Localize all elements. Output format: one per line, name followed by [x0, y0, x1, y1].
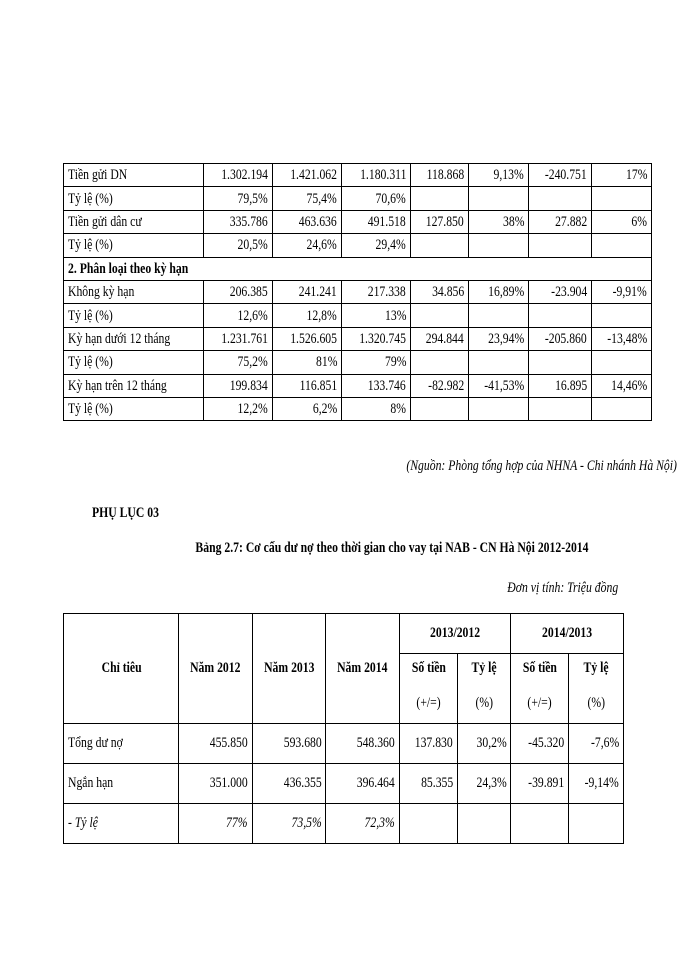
cell-p1: 30,2%: [458, 724, 511, 764]
cell-v2014: 72,3%: [326, 804, 400, 844]
header-2012: Năm 2012: [179, 614, 253, 724]
cell-d2: [529, 234, 592, 257]
deposit-structure-table: [63, 163, 652, 421]
cell-d1: 127.850: [411, 210, 469, 233]
cell-d1: 118.868: [411, 164, 469, 187]
row-label: Tỷ lệ (%): [64, 304, 204, 327]
cell-p1: [468, 187, 528, 210]
cell-d1: 85.355: [400, 764, 458, 804]
cell-v2013: 1.526.605: [273, 327, 342, 350]
cell-d1: 137.830: [400, 724, 458, 764]
subheader-amount-1: Số tiền: [400, 654, 458, 684]
cell-p2: [591, 351, 651, 374]
cell-v2013: 81%: [273, 351, 342, 374]
table-row: [64, 764, 624, 804]
cell-p2: -7,6%: [569, 724, 624, 764]
cell-v2014: 1.180.311: [342, 164, 411, 187]
table-row: [64, 724, 624, 764]
cell-d1: [411, 397, 469, 420]
cell-p2: 14,46%: [591, 374, 651, 397]
cell-v2013: 24,6%: [273, 234, 342, 257]
cell-p1: 24,3%: [458, 764, 511, 804]
cell-p2: -9,91%: [591, 280, 651, 303]
table-row: [64, 210, 652, 233]
cell-v2012: 12,6%: [204, 304, 273, 327]
cell-d2: [511, 804, 569, 844]
cell-v2014: 79%: [342, 351, 411, 374]
cell-v2013: 1.421.062: [273, 164, 342, 187]
cell-v2014: 548.360: [326, 724, 400, 764]
row-label: Tỷ lệ (%): [64, 397, 204, 420]
table-row: [64, 374, 652, 397]
cell-p1: -41,53%: [468, 374, 528, 397]
cell-v2013: 6,2%: [273, 397, 342, 420]
row-label: Kỳ hạn dưới 12 tháng: [64, 327, 204, 350]
cell-v2014: 491.518: [342, 210, 411, 233]
cell-p1: 23,94%: [468, 327, 528, 350]
cell-v2013: 463.636: [273, 210, 342, 233]
cell-d1: [411, 234, 469, 257]
cell-v2012: 77%: [179, 804, 253, 844]
cell-v2014: 13%: [342, 304, 411, 327]
cell-d1: [411, 304, 469, 327]
row-label: Không kỳ hạn: [64, 280, 204, 303]
cell-v2013: 436.355: [252, 764, 326, 804]
loan-structure-table: [63, 613, 624, 844]
row-label: Tiền gửi dân cư: [64, 210, 204, 233]
header-2014: Năm 2014: [326, 614, 400, 724]
table-caption: Bảng 2.7: Cơ cấu dư nợ theo thời gian cho vay tại NAB - CN Hà Nội 2012-2014: [195, 540, 589, 556]
cell-d1: [411, 187, 469, 210]
cell-p2: [569, 804, 624, 844]
table-row: [64, 164, 652, 187]
cell-d2: [529, 351, 592, 374]
cell-p2: [591, 234, 651, 257]
cell-v2012: 20,5%: [204, 234, 273, 257]
cell-v2012: 1.302.194: [204, 164, 273, 187]
cell-v2014: 1.320.745: [342, 327, 411, 350]
cell-d2: -240.751: [529, 164, 592, 187]
cell-p1: [468, 234, 528, 257]
cell-p1: [458, 804, 511, 844]
cell-d2: 16.895: [529, 374, 592, 397]
row-label: Ngắn hạn: [64, 764, 179, 804]
section-row: [64, 257, 652, 280]
cell-v2013: 73,5%: [252, 804, 326, 844]
subheader-amount-unit-2: (+/=): [511, 684, 569, 724]
cell-d2: -39.891: [511, 764, 569, 804]
cell-v2014: 70,6%: [342, 187, 411, 210]
cell-d2: -23.904: [529, 280, 592, 303]
cell-v2014: 29,4%: [342, 234, 411, 257]
table-row: [64, 187, 652, 210]
cell-v2012: 335.786: [204, 210, 273, 233]
cell-p2: -13,48%: [591, 327, 651, 350]
row-label: Tổng dư nợ: [64, 724, 179, 764]
cell-v2013: 75,4%: [273, 187, 342, 210]
cell-d2: 27.882: [529, 210, 592, 233]
cell-p1: [468, 397, 528, 420]
table-row: [64, 327, 652, 350]
cell-p2: 17%: [591, 164, 651, 187]
cell-d1: 294.844: [411, 327, 469, 350]
cell-p1: 9,13%: [468, 164, 528, 187]
subheader-amount-unit-1: (+/=): [400, 684, 458, 724]
table-row: [64, 397, 652, 420]
cell-p2: [591, 304, 651, 327]
table-header-row: [64, 614, 624, 654]
cell-p1: [468, 351, 528, 374]
cell-d1: [411, 351, 469, 374]
unit-note: Đơn vị tính: Triệu đồng: [507, 580, 618, 596]
subheader-ratio-unit-1: (%): [458, 684, 511, 724]
cell-d1: [400, 804, 458, 844]
table-row: [64, 304, 652, 327]
cell-p2: 6%: [591, 210, 651, 233]
row-label: Tỷ lệ (%): [64, 351, 204, 374]
header-2013-2012: 2013/2012: [400, 614, 511, 654]
cell-d2: -45.320: [511, 724, 569, 764]
subheader-ratio-2: Tỷ lệ: [569, 654, 624, 684]
row-label: Tỷ lệ (%): [64, 187, 204, 210]
cell-v2012: 199.834: [204, 374, 273, 397]
table-row: [64, 234, 652, 257]
cell-d2: [529, 397, 592, 420]
subheader-amount-2: Số tiền: [511, 654, 569, 684]
cell-p2: [591, 397, 651, 420]
table-row: [64, 280, 652, 303]
section-heading: 2. Phân loại theo kỳ hạn: [64, 257, 652, 280]
cell-p1: 16,89%: [468, 280, 528, 303]
cell-v2014: 217.338: [342, 280, 411, 303]
row-label: Kỳ hạn trên 12 tháng: [64, 374, 204, 397]
appendix-title: PHỤ LỤC 03: [92, 505, 159, 521]
source-note: (Nguồn: Phòng tổng hợp của NHNA - Chi nhánh Hà Nội): [406, 458, 677, 474]
table-row: [64, 804, 624, 844]
row-label: Tỷ lệ (%): [64, 234, 204, 257]
cell-v2012: 206.385: [204, 280, 273, 303]
cell-v2014: 396.464: [326, 764, 400, 804]
row-label: - Tỷ lệ: [64, 804, 179, 844]
header-2014-2013: 2014/2013: [511, 614, 624, 654]
header-chi-tieu: Chỉ tiêu: [64, 614, 179, 724]
subheader-ratio-unit-2: (%): [569, 684, 624, 724]
cell-v2013: 116.851: [273, 374, 342, 397]
cell-v2012: 455.850: [179, 724, 253, 764]
cell-v2012: 351.000: [179, 764, 253, 804]
cell-v2012: 1.231.761: [204, 327, 273, 350]
cell-v2013: 12,8%: [273, 304, 342, 327]
cell-p1: [468, 304, 528, 327]
cell-p2: [591, 187, 651, 210]
cell-v2013: 593.680: [252, 724, 326, 764]
cell-v2013: 241.241: [273, 280, 342, 303]
cell-v2014: 8%: [342, 397, 411, 420]
cell-d1: -82.982: [411, 374, 469, 397]
subheader-ratio-1: Tỷ lệ: [458, 654, 511, 684]
cell-v2012: 79,5%: [204, 187, 273, 210]
cell-p2: -9,14%: [569, 764, 624, 804]
table-row: [64, 351, 652, 374]
cell-d1: 34.856: [411, 280, 469, 303]
cell-v2012: 75,2%: [204, 351, 273, 374]
cell-d2: [529, 304, 592, 327]
cell-d2: -205.860: [529, 327, 592, 350]
row-label: Tiền gửi DN: [64, 164, 204, 187]
cell-p1: 38%: [468, 210, 528, 233]
cell-v2014: 133.746: [342, 374, 411, 397]
header-2013: Năm 2013: [252, 614, 326, 724]
cell-v2012: 12,2%: [204, 397, 273, 420]
cell-d2: [529, 187, 592, 210]
